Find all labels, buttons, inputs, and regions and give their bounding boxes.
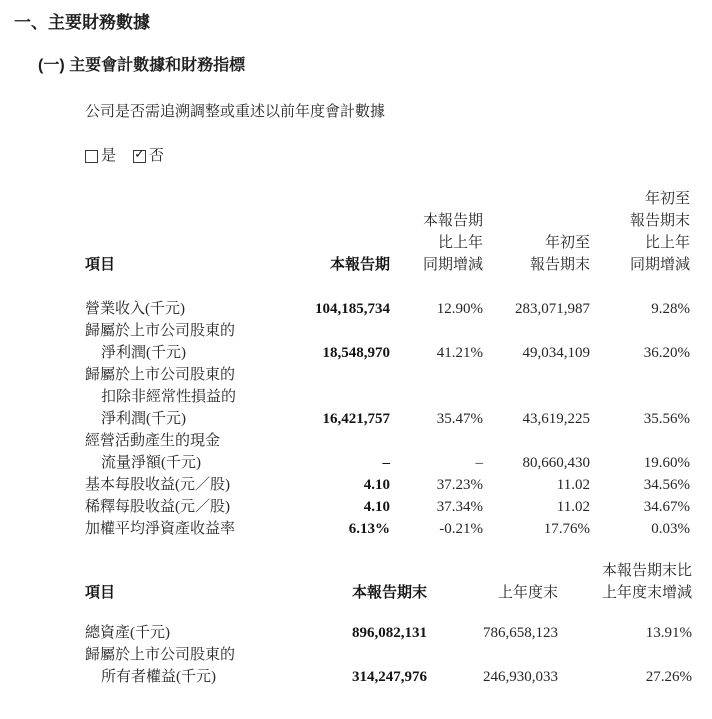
cell-current-period: 104,185,734 xyxy=(315,301,390,317)
cell-ytd-yoy-change: 34.67% xyxy=(643,499,690,515)
restatement-question: 公司是否需追溯調整或重述以前年度會計數據 xyxy=(85,104,386,120)
cell-yoy-change: 37.34% xyxy=(436,499,483,515)
cell-current-period: 16,421,757 xyxy=(322,411,390,427)
table-row xyxy=(85,298,690,320)
row-label: 總資產(千元) xyxy=(85,625,170,641)
cell-ytd: 43,619,225 xyxy=(522,411,590,427)
cell-ytd-yoy-change: 35.56% xyxy=(643,411,690,427)
cell-ytd-yoy-change: 0.03% xyxy=(651,521,690,537)
checkbox-yes[interactable] xyxy=(85,145,116,167)
cell-ytd: 283,071,987 xyxy=(515,301,590,317)
section-title: 一、主要財務數據 xyxy=(14,13,150,32)
cell-yoy-change: 41.21% xyxy=(436,345,483,361)
table-row xyxy=(85,320,690,364)
cell-current-period: 4.10 xyxy=(363,499,390,515)
cell-period-end: 896,082,131 xyxy=(352,625,427,641)
table-row xyxy=(85,474,690,496)
cell-ytd-yoy-change: 19.60% xyxy=(643,455,690,471)
row-label: 歸屬於上市公司股東的 所有者權益(千元) xyxy=(85,647,236,685)
header-item: 項目 xyxy=(85,585,116,601)
table-row xyxy=(85,364,690,430)
row-label: 加權平均淨資產收益率 xyxy=(85,521,236,537)
table-row xyxy=(85,496,690,518)
table-row xyxy=(85,622,692,644)
table-row xyxy=(85,518,690,540)
row-label: 經營活動產生的現金 流量淨額(千元) xyxy=(85,433,221,471)
cell-ytd: 17.76% xyxy=(543,521,590,537)
check-icon: ✓ xyxy=(134,146,145,162)
header-ytd-yoy-change: 年初至 報告期末 比上年 同期增減 xyxy=(629,191,690,273)
row-label: 基本每股收益(元／股) xyxy=(85,477,230,493)
header-change-vs-prior-year-end: 本報告期末比 上年度末增減 xyxy=(601,563,692,601)
subsection-title: (一) 主要會計數據和財務指標 xyxy=(38,57,246,74)
cell-prior-year-end: 786,658,123 xyxy=(483,625,558,641)
row-label: 歸屬於上市公司股東的 淨利潤(千元) xyxy=(85,323,236,361)
financial-report-page xyxy=(0,12,712,688)
cell-ytd-yoy-change: 36.20% xyxy=(643,345,690,361)
cell-ytd: 80,660,430 xyxy=(522,455,590,471)
cell-yoy-change: 35.47% xyxy=(436,411,483,427)
table-header-row xyxy=(85,560,692,622)
header-yoy-change: 本報告期 比上年 同期增減 xyxy=(422,213,483,273)
cell-change: 13.91% xyxy=(645,625,692,641)
table-row xyxy=(85,430,690,474)
checkbox-no[interactable] xyxy=(133,145,164,167)
cell-ytd: 49,034,109 xyxy=(522,345,590,361)
header-ytd: 年初至 報告期末 xyxy=(529,235,590,273)
cell-yoy-change: 37.23% xyxy=(436,477,483,493)
header-current-period: 本報告期 xyxy=(329,257,390,273)
cell-yoy-change: – xyxy=(475,455,483,471)
header-item: 項目 xyxy=(85,257,116,273)
checkbox-no-label: 否 xyxy=(149,148,165,164)
row-label: 歸屬於上市公司股東的 扣除非經常性損益的 淨利潤(千元) xyxy=(85,367,237,427)
cell-prior-year-end: 246,930,033 xyxy=(483,669,558,685)
balance-items-table xyxy=(85,560,692,688)
cell-current-period: 6.13% xyxy=(348,521,390,537)
header-prior-year-end: 上年度末 xyxy=(497,585,558,601)
checkbox-yes-label: 是 xyxy=(101,148,117,164)
checkbox-unchecked-icon xyxy=(85,150,98,163)
cell-period-end: 314,247,976 xyxy=(352,669,427,685)
cell-yoy-change: -0.21% xyxy=(439,521,483,537)
cell-change: 27.26% xyxy=(645,669,692,685)
cell-ytd: 11.02 xyxy=(556,499,590,515)
row-label: 營業收入(千元) xyxy=(85,301,185,317)
cell-ytd: 11.02 xyxy=(556,477,590,493)
cell-current-period: 4.10 xyxy=(363,477,390,493)
checkbox-checked-icon xyxy=(133,146,146,163)
row-label: 稀釋每股收益(元／股) xyxy=(85,499,230,515)
header-period-end: 本報告期末 xyxy=(351,585,427,601)
table-row xyxy=(85,644,692,688)
table-header-row xyxy=(85,188,690,298)
cell-ytd-yoy-change: 9.28% xyxy=(651,301,690,317)
cell-yoy-change: 12.90% xyxy=(436,301,483,317)
key-indicators-table xyxy=(85,188,690,540)
cell-current-period: 18,548,970 xyxy=(322,345,390,361)
checkbox-row xyxy=(85,145,712,167)
cell-current-period: – xyxy=(382,455,390,471)
cell-ytd-yoy-change: 34.56% xyxy=(643,477,690,493)
